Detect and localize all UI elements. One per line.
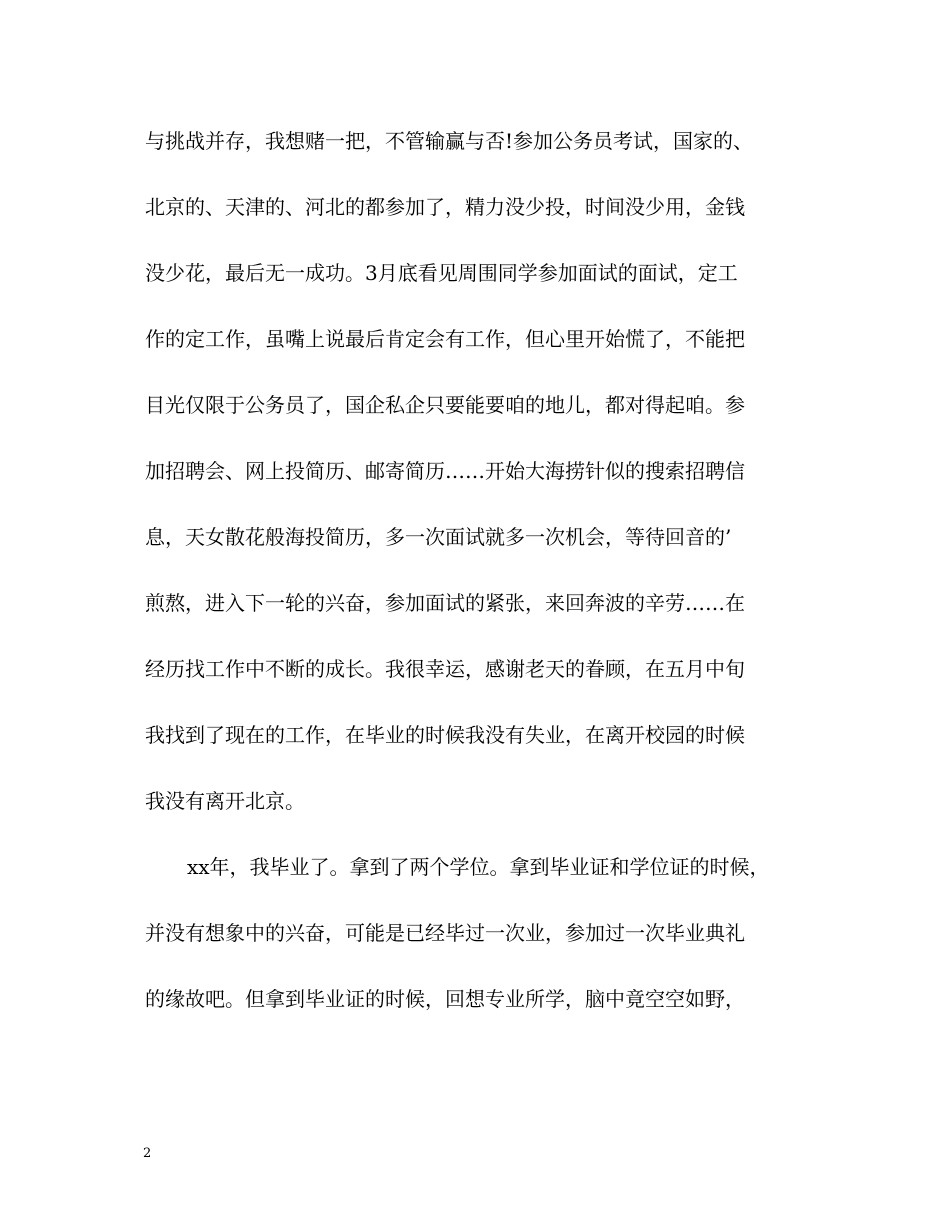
text-line: 我没有离开北京。 — [145, 789, 305, 813]
text-line: 没少花，最后无一成功。3月底看见周围同学参加面试的面试，定工 — [145, 261, 738, 285]
text-line: 经历找工作中不断的成长。我很幸运，感谢老天的眷顾，在五月中旬 — [145, 657, 745, 681]
text-line: 与挑战并存，我想赌一把，不管输赢与否!参加公务员考试，国家的、 — [145, 129, 754, 153]
paragraph-start-line: xx年，我毕业了。拿到了两个学位。拿到毕业证和学位证的时候， — [187, 855, 770, 879]
page-number: 2 — [143, 1146, 152, 1161]
text-line: 北京的、天津的、河北的都参加了，精力没少投，时间没少用，金钱 — [145, 195, 745, 219]
text-line: 目光仅限于公务员了，国企私企只要能要咱的地儿，都对得起咱。参 — [145, 393, 745, 417]
text-line: 加招聘会、网上投简历、邮寄简历……开始大海捞针似的搜索招聘信 — [145, 459, 745, 483]
text-line: 息，天女散花般海投简历，多一次面试就多一次机会，等待回音的’ — [145, 525, 732, 549]
text-line: 煎熬，进入下一轮的兴奋，参加面试的紧张，来回奔波的辛劳……在 — [145, 591, 745, 615]
text-line: 作的定工作，虽嘴上说最后肯定会有工作，但心里开始慌了，不能把 — [145, 327, 745, 351]
text-line: 我找到了现在的工作，在毕业的时候我没有失业，在离开校园的时候 — [145, 723, 745, 747]
body-text — [145, 108, 810, 1032]
text-line: 的缘故吧。但拿到毕业证的时候，回想专业所学，脑中竟空空如野， — [145, 987, 745, 1011]
text-line: 并没有想象中的兴奋，可能是已经毕过一次业，参加过一次毕业典礼 — [145, 921, 745, 945]
